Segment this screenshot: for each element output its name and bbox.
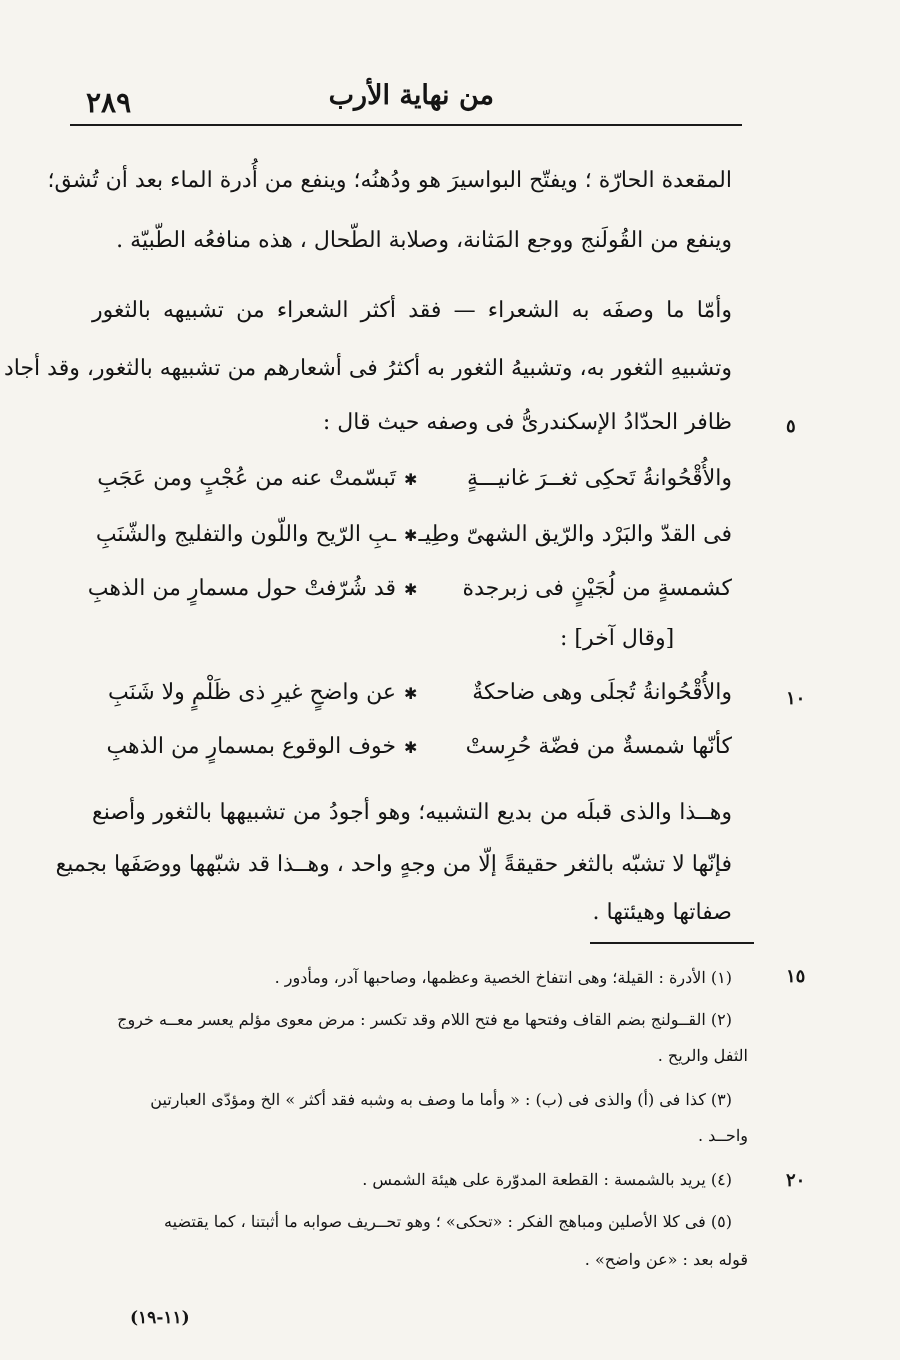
- footnote-rule: [590, 942, 754, 944]
- verse-separator: ✱: [404, 580, 418, 599]
- footnote-line: الثفل والريح .: [657, 1046, 748, 1065]
- verse-line: [0, 466, 900, 496]
- body-line: فإنّها لا تشبّه بالثغر حقيقةً إلّا من وجهٍ واحد ، وهــذا قد شبّهها ووصَفَها بجميع: [55, 852, 732, 877]
- verse-hemistich-first: كشمسةٍ من لُجَيْنٍ فى زبرجدة: [462, 576, 732, 601]
- body-line: المقعدة الحارّة ؛ ويفتّح البواسيرَ هو ودُهنُه؛ وينفع من أُدرة الماء بعد أن تُشق؛: [47, 168, 732, 193]
- footnote-line: واحــد .: [697, 1126, 748, 1145]
- body-line: صفاتها وهيئتها .: [592, 900, 732, 925]
- body-line: وأمّا ما وصفَه به الشعراء — فقد أكثر الشعراء من تشبيهه بالثغور: [92, 298, 732, 323]
- footnote-line: قوله بعد : «عن واضح» .: [584, 1250, 748, 1269]
- verse-line: [0, 734, 900, 764]
- verse-hemistich-first: فى القدّ والبَرْد والرّيق الشهىّ وطِيـ: [418, 522, 732, 547]
- verse-hemistich-second: تَبسّمتْ عنه من عُجْبٍ ومن عَجَبِ: [97, 466, 396, 491]
- printer-signature: (١١-١٩): [130, 1308, 190, 1328]
- verse-separator: ✱: [404, 738, 418, 757]
- footnote-line: (٤) يريد بالشمسة : القطعة المدوّرة على هيئة الشمس .: [362, 1170, 732, 1189]
- verse-hemistich-second: عن واضحٍ غيرِ ذى ظَلْمٍ ولا شَنَبِ: [107, 680, 396, 705]
- verse-hemistich-first: والأُقْحُوانةُ تَحكِى ثغــرَ غانيـــةٍ: [466, 466, 732, 491]
- margin-line-number: ٥: [786, 416, 796, 437]
- margin-line-number: ١٠: [786, 688, 806, 709]
- verse-hemistich-first: والأُقْحُوانةُ تُجلَى وهى ضاحكةٌ: [472, 680, 732, 705]
- page-header: [78, 74, 742, 122]
- verse-hemistich-second: ـبِ الرّيح واللّون والتفليج والشّنَبِ: [95, 522, 396, 547]
- verse-line: [0, 522, 900, 552]
- verse-hemistich-second: خوف الوقوع بمسمارٍ من الذهبِ: [106, 734, 396, 759]
- margin-line-number: ١٥: [786, 966, 806, 987]
- verse-line: [0, 576, 900, 606]
- body-line: وهــذا والذى قبلَه من بديع التشبيه؛ وهو أجودُ من تشبيهها بالثغور وأصنع: [92, 800, 732, 825]
- verse-line: [0, 680, 900, 710]
- page-number: ٢٨٩: [86, 86, 132, 119]
- footnote-line: (٢) القــولنج بضم القاف وفتحها مع فتح اللام وقد تكسر : مرض معوى مؤلم يعسر معــه خروج: [117, 1010, 732, 1029]
- verse-separator: ✱: [404, 684, 418, 703]
- verse-hemistich-first: كأنّها شمسةٌ من فضّة حُرِستْ: [465, 734, 732, 759]
- body-line: وتشبيهِ الثغور به، وتشبيهُ الثغور به أكثرُ فى أشعارهم من تشبيهه بالثغور، وقد أجاد: [3, 356, 732, 381]
- footnote-line: (٣) كذا فى (أ) والذى فى (ب) : « وأما ما وصف به وشبه فقد أكثر » الخ ومؤدّى العبارتين: [150, 1090, 732, 1109]
- margin-line-number: ٢٠: [786, 1170, 806, 1191]
- verse-hemistich-second: قد شُرّفتْ حول مسمارٍ من الذهبِ: [87, 576, 396, 601]
- footnote-line: (٥) فى كلا الأصلين ومباهج الفكر : «تحكى» ؛ وهو تحــريف صوابه ما أثبتنا ، كما يقتضيه: [164, 1212, 732, 1231]
- body-line: ظافر الحدّادُ الإسكندرىُّ فى وصفه حيث قال :: [322, 410, 732, 435]
- verse-separator: ✱: [404, 526, 418, 545]
- verse-separator: ✱: [404, 470, 418, 489]
- footnote-line: (١) الأدرة : القيلة؛ وهى انتفاخ الخصية وعظمها، وصاحبها آدر، ومأدور .: [274, 968, 732, 987]
- poet-attribution: [وقال آخر] :: [560, 626, 675, 651]
- header-rule: [70, 124, 742, 126]
- running-title: من نهاية الأرب: [328, 80, 494, 111]
- body-line: وينفع من القُولَنج ووجع المَثانة، وصلابة الطّحال ، هذه منافعُه الطّبيّة .: [116, 228, 732, 253]
